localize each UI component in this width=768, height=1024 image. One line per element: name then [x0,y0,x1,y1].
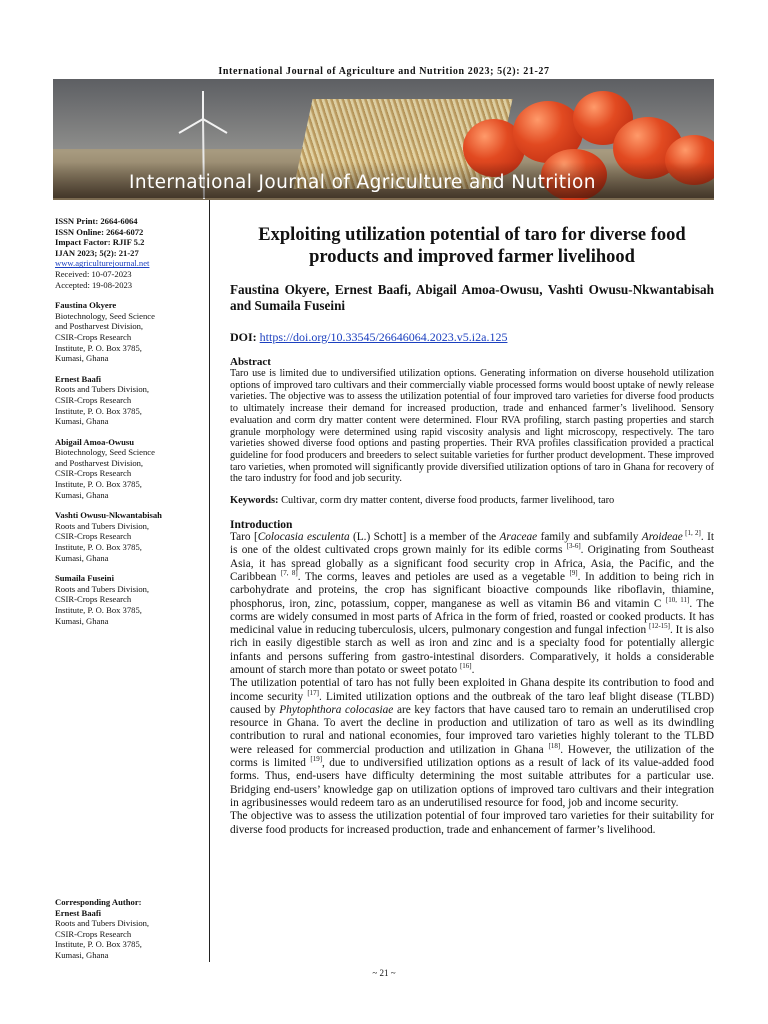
text-run: , due to undiversified utilization options as a result of lack of its value-added food forms. Thus, end-users have difficulty determining the most suitable attributes for a particular use. Bridging end-users’ knowledge gap on utilization options of improved taro cultivars and their integration in agribusinesses would redeem taro as an underutilised resource for food, job and income security. [230,757,714,809]
scientific-name: Aroideae [641,531,683,544]
affiliation-line: CSIR-Crops Research [55,394,132,405]
text-run: are key factors that have caused taro to remain an underutilised crop resource in Ghana. To avert the decline in production and utilization of taro as well as its dwindling contribution to rural and national economies, four improved taro varieties highly tolerant to the TLBD were released for commercial production and utilization in Ghana [230,703,714,756]
doi-link[interactable]: https://doi.org/10.33545/26646064.2023.v5.i2a.125 [259,330,508,344]
paragraph [230,677,714,810]
affiliation-line: Kumasi, Ghana [55,353,109,364]
page-number: ~ 21 ~ [372,968,396,978]
text-run: Taro [ [230,531,258,544]
citation: [9] [569,569,578,578]
text-run: . Originating from Southeast Asia, it has spread globally as a significant food security crop in Africa, Asia, the Pacific, and the Caribbean [230,544,714,583]
affiliation [55,510,205,563]
journal-website-link[interactable]: www.agriculturejournal.net [55,258,150,269]
citation: [19] [310,755,323,764]
issn-print: ISSN Print: 2664-6064 [55,216,138,226]
doi-label: DOI: [230,330,257,344]
affiliation-line: Institute, P. O. Box 3785, [55,405,142,416]
affiliation-line: CSIR-Crops Research [55,531,132,542]
corresponding-name: Ernest Baafi [55,907,102,918]
citation: [10, 11] [665,595,690,604]
affiliation-line: Kumasi, Ghana [55,949,109,960]
scientific-name: Phytophthora colocasiae [279,703,394,716]
issn-online: ISSN Online: 2664-6072 [55,226,144,237]
affiliation-line: and Postharvest Division, [55,321,144,332]
received-date: Received: 10-07-2023 [55,268,132,279]
paragraph: The objective was to assess the utilization potential of four improved taro varieties for their suitability for diverse food products for increased production, trade and enhancement of farmer’s livelihood. [230,810,714,836]
citation: [1, 2] [682,529,701,538]
affiliation-line: and Postharvest Division, [55,457,144,468]
text-run: The utilization potential of taro has not fully been exploited in Ghana despite its contribution to food and income security [230,677,714,703]
corresponding-author [55,897,205,961]
affiliation-line: CSIR-Crops Research [55,928,132,939]
sidebar [55,216,205,626]
affiliation-name: Vashti Owusu-Nkwantabisah [55,510,162,521]
affiliation-line: CSIR-Crops Research [55,331,132,342]
affiliation-name: Abigail Amoa-Owusu [55,436,135,447]
affiliation-line: Institute, P. O. Box 3785, [55,342,142,353]
corresponding-label: Corresponding Author: [55,897,142,907]
affiliation-line: Kumasi, Ghana [55,416,109,427]
citation: [16] [459,662,472,671]
main-column [230,224,714,837]
text-run: . It is one of the oldest cultivated crops grown mainly for its edible corms [230,531,715,557]
scientific-name: Colocasia esculenta [257,531,350,544]
citation: [17] [307,688,319,697]
paragraph [230,531,714,677]
affiliation [55,573,205,626]
affiliation-line: Institute, P. O. Box 3785, [55,479,142,490]
affiliation-line: Roots and Tubers Division, [55,918,150,929]
affiliation-line: Institute, P. O. Box 3785, [55,542,142,553]
text-run: (L.) Schott] is a member of the [349,531,500,544]
banner-title-bar [53,162,714,198]
affiliation [55,374,205,427]
scientific-name: Araceae [499,531,538,544]
banner-title: International Journal of Agriculture and Nutrition [129,172,596,193]
text-run: . [471,664,475,676]
affiliation-line: Roots and Tubers Division, [55,520,150,531]
affiliation-name: Ernest Baafi [55,373,102,384]
journal-meta [55,216,205,290]
affiliation [55,437,205,501]
abstract-heading: Abstract [230,356,271,368]
affiliation-line: Roots and Tubers Division, [55,583,150,594]
affiliation-line: Kumasi, Ghana [55,615,109,626]
ijan-volume: IJAN 2023; 5(2): 21-27 [55,247,139,258]
text-run: . However, the utilization of the corms is limited [230,743,714,770]
doi [230,330,714,345]
affiliation-line: Institute, P. O. Box 3785, [55,939,142,950]
affiliation-line: Kumasi, Ghana [55,552,109,563]
keywords [230,495,714,506]
affiliation [55,300,205,364]
keywords-text: Cultivar, corm dry matter content, diverse food products, farmer livelihood, taro [281,495,615,507]
introduction-heading: Introduction [230,519,293,532]
text-run: . In addition to being rich in carbohydrate and proteins, the crop has significant bioactive compounds like riboflavin, thiamine, phosphorus, iron, zinc, potassium, copper, manganese as well as vitamin B6 and vitamin C [230,570,714,610]
text-run: family and subfamily [537,531,642,544]
text-run: . It is also rich in easily digestible starch as well as iron and zinc and is a specialty food for potentially allergic infants and persons suffering from gastro-intestinal disorders. Comparatively, it holds a considerable amount of starch more than potato or sweet potato [230,624,714,676]
affiliation-name: Sumaila Fuseini [55,573,114,584]
citation: [18] [548,742,561,751]
text-run: . The corms are widely consumed in most parts of Africa in the form of fried, roasted or cooked products. It has medicinal value in reducing tuberculosis, ulcers, pulmonary congestion and fungal infection [230,597,714,637]
text-run: . The corms, leaves and petioles are used as a vegetable [297,570,570,583]
affiliation-line: Kumasi, Ghana [55,489,109,500]
affiliation-line: Roots and Tubers Division, [55,384,150,395]
paper-title: Exploiting utilization potential of taro for diverse food products and improved farmer livelihood [258,225,686,267]
affiliation-line: CSIR-Crops Research [55,468,132,479]
journal-banner [53,79,714,200]
impact-factor: Impact Factor: RJIF 5.2 [55,237,145,248]
citation: [12-15] [649,622,671,631]
affiliation-line: Biotechnology, Seed Science [55,447,155,458]
citation: [3-6] [566,542,581,551]
text-run: . Limited utilization options and the outbreak of the taro leaf blight disease (TLBD) caused by [230,690,714,716]
accepted-date: Accepted: 19-08-2023 [55,279,133,290]
affiliation-name: Faustina Okyere [55,300,117,311]
affiliation-line: Institute, P. O. Box 3785, [55,605,142,615]
author-list: Faustina Okyere, Ernest Baafi, Abigail Amoa-Owusu, Vashti Owusu-Nkwantabisah and Sumaila Fuseini [230,282,714,313]
column-divider [209,200,210,962]
running-head: International Journal of Agriculture and Nutrition 2023; 5(2): 21-27 [218,66,550,77]
keywords-label: Keywords: [230,495,279,507]
affiliation-line: Biotechnology, Seed Science [55,310,155,321]
introduction-body [230,531,714,837]
affiliation-line: CSIR-Crops Research [55,594,132,605]
citation: [7, 8] [280,569,298,578]
abstract-text: Taro use is limited due to undiversified utilization options. Generating information on diverse household utilization options of improved taro cultivars and their commercially viable processed forms would boost uptake of newly release varieties. The objective was to assess the utilization potential of four improved taro varieties for diverse food products to ultimately increase their demand for increased production, trade and enhanced farmer’s livelihood. Sensory evaluation and corm dry matter content were determined. Flour RVA profiling, starch pasting properties and starch granule morphology were determined using rapid viscosity analysis and light microscopy, respectively. The taro varieties showed diverse food options and pasting properties. Their RVA profiles classification provided a practical guideline for food producers and breeders to select suitable varieties for further product development. These improved taro varieties, when promoted will significantly provide diversified utilization options of taro in Ghana for recovery of the taro industry for food and job security. [230,368,714,485]
